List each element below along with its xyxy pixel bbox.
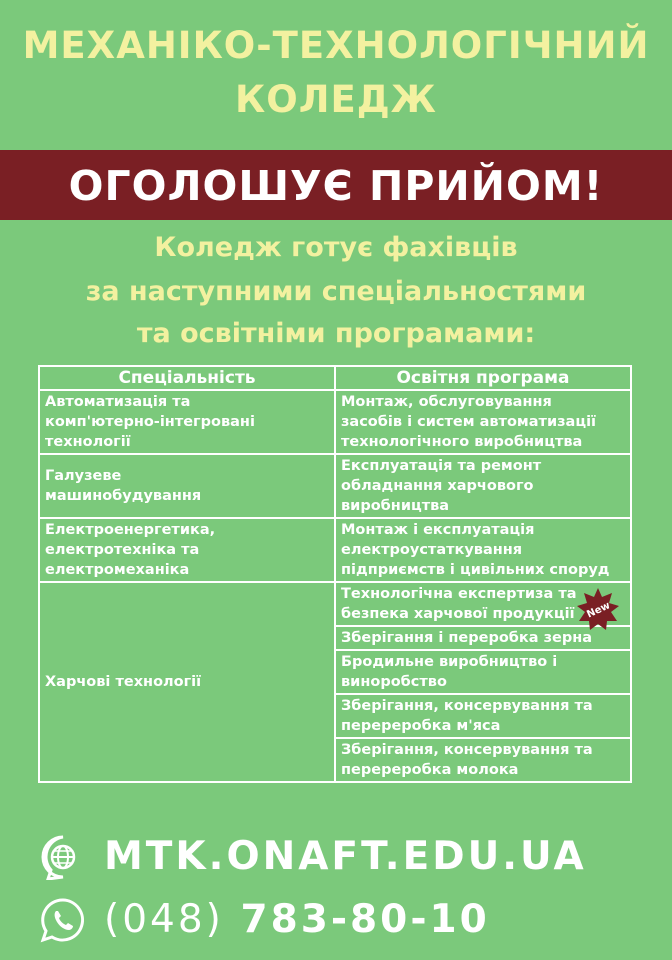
- cell-line: Монтаж і експлуатація: [341, 522, 535, 538]
- table-header-row: [39, 366, 631, 390]
- cell-line: підприємств і цивільних споруд: [341, 562, 610, 578]
- cell-line: електротехніка та: [45, 542, 200, 558]
- table-row: [39, 582, 631, 626]
- cell-line: Електроенергетика,: [45, 522, 216, 538]
- college-title-line2: КОЛЕДЖ: [235, 78, 437, 121]
- new-badge-text: New: [585, 600, 613, 621]
- website-link[interactable]: MTK.ONAFT.EDU.UA: [104, 834, 587, 879]
- admission-banner-text: ОГОЛОШУЄ ПРИЙОМ!: [68, 162, 604, 210]
- cell-line: електроустаткування: [341, 542, 523, 558]
- cell-line: обладнання харчового: [341, 478, 534, 494]
- program-cell: [335, 454, 631, 518]
- cell-line: перереробка молока: [341, 762, 519, 778]
- program-cell: [335, 582, 631, 626]
- cell-line: засобів і систем автоматизації: [341, 414, 597, 430]
- whatsapp-icon: [40, 897, 86, 943]
- new-badge-icon: [576, 587, 620, 631]
- table-row: [39, 518, 631, 582]
- cell-line: Автоматизація та: [45, 394, 191, 410]
- programs-table: [38, 365, 632, 783]
- cell-line: Технологічна експертиза та: [341, 586, 577, 602]
- header-program: Освітня програма: [335, 366, 631, 390]
- cell-line: Зберігання, консервування та: [341, 742, 593, 758]
- intro-line1: Коледж готує фахівців: [154, 232, 518, 263]
- cell-line: електромеханіка: [45, 562, 190, 578]
- cell-line: Монтаж, обслуговування: [341, 394, 552, 410]
- program-cell: [335, 390, 631, 454]
- table-row: [39, 454, 631, 518]
- phone-contact[interactable]: [40, 895, 640, 945]
- cell-line: технологічного виробництва: [341, 434, 583, 450]
- cell-line: Бродильне виробництво і: [341, 654, 558, 670]
- phone-digits: 783-80-10: [240, 897, 490, 942]
- header-specialty: Спеціальність: [39, 366, 335, 390]
- cell-line: виробництва: [341, 498, 450, 514]
- cell-line: комп'ютерно-інтегровані: [45, 414, 255, 430]
- program-cell: [335, 518, 631, 582]
- program-cell: [335, 738, 631, 782]
- phone-code: (048): [104, 897, 224, 942]
- cell-line: Зберігання і переробка зерна: [341, 630, 593, 646]
- cell-line: Галузеве: [45, 468, 122, 484]
- specialty-cell: [39, 454, 335, 518]
- program-cell: [335, 694, 631, 738]
- intro-line3: та освітніми програмами:: [136, 318, 536, 349]
- specialty-cell: [39, 390, 335, 454]
- program-cell: [335, 650, 631, 694]
- cell-line: виноробство: [341, 674, 447, 690]
- cell-line: Експлуатація та ремонт: [341, 458, 542, 474]
- cell-line: перереробка м'яса: [341, 718, 501, 734]
- specialty-cell-food: Харчові технології: [39, 582, 335, 782]
- intro-line2: за наступними спеціальностями: [85, 276, 587, 307]
- cell-line: технології: [45, 434, 131, 450]
- cell-line: машинобудування: [45, 488, 202, 504]
- table-row: [39, 390, 631, 454]
- globe-icon: [40, 834, 86, 880]
- college-title-line1: МЕХАНІКО-ТЕХНОЛОГІЧНИЙ: [22, 24, 650, 67]
- website-contact[interactable]: [40, 832, 640, 882]
- phone-number[interactable]: [104, 895, 490, 945]
- cell-line: безпека харчової продукції: [341, 606, 575, 622]
- cell-line: Зберігання, консервування та: [341, 698, 593, 714]
- specialty-cell: [39, 518, 335, 582]
